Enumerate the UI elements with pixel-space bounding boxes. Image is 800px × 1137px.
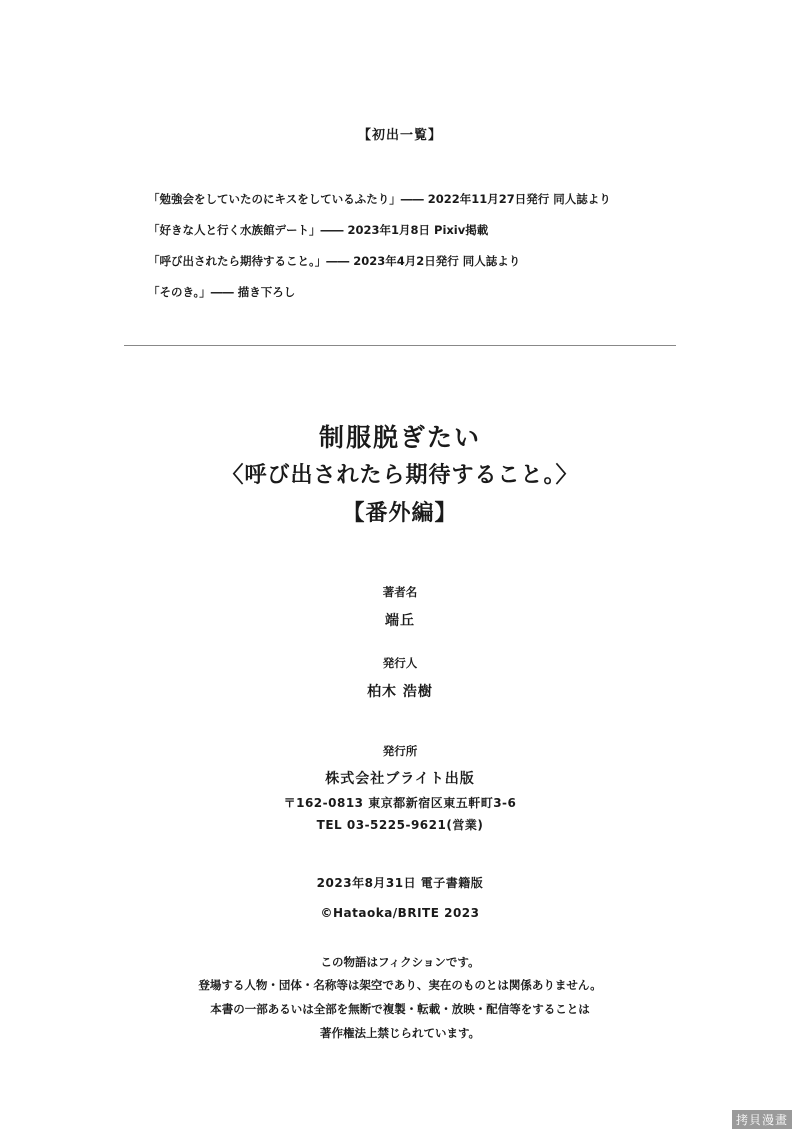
divider bbox=[124, 345, 676, 346]
book-edition: 【番外編】 bbox=[342, 501, 458, 526]
first-appearance-heading: 【初出一覧】 bbox=[357, 128, 442, 143]
first-appearance-list bbox=[148, 189, 611, 313]
author-name: 端丘 bbox=[385, 613, 415, 629]
list-item: 「そのき。」―― 描き下ろし bbox=[148, 285, 296, 299]
copyright: ©Hataoka/BRITE 2023 bbox=[320, 906, 480, 920]
notice-line: 著作権法上禁じられています。 bbox=[319, 1026, 481, 1040]
book-title: 制服脱ぎたい bbox=[318, 423, 481, 452]
book-subtitle: 〈呼び出されたら期待すること。〉 bbox=[221, 463, 579, 488]
publisher-name: 株式会社ブライト出版 bbox=[325, 771, 475, 787]
publication-date: 2023年8月31日 電子書籍版 bbox=[316, 876, 484, 890]
notice-line: 登場する人物・団体・名称等は架空であり、実在のものとは関係ありません。 bbox=[198, 978, 602, 992]
publisher-label: 発行所 bbox=[382, 744, 418, 758]
publisher-person-label: 発行人 bbox=[382, 656, 418, 670]
list-item: 「呼び出されたら期待すること。」―― 2023年4月2日発行 同人誌より bbox=[148, 254, 521, 268]
publisher-tel: TEL 03-5225-9621(営業) bbox=[316, 818, 484, 832]
notice-line: この物語はフィクションです。 bbox=[320, 955, 480, 969]
notice-line: 本書の一部あるいは全部を無断で複製・転載・放映・配信等をすることは bbox=[210, 1002, 590, 1016]
author-label: 著者名 bbox=[382, 585, 418, 599]
publisher-address: 〒162-0813 東京都新宿区東五軒町3-6 bbox=[283, 796, 517, 810]
list-item: 「勉強会をしていたのにキスをしているふたり」―― 2022年11月27日発行 同人誌より bbox=[148, 192, 611, 206]
list-item: 「好きな人と行く水族館デート」―― 2023年1月8日 Pixiv掲載 bbox=[148, 223, 489, 237]
watermark: 拷貝漫畫 bbox=[732, 1110, 792, 1129]
publisher-person-name: 柏木 浩樹 bbox=[367, 684, 433, 700]
